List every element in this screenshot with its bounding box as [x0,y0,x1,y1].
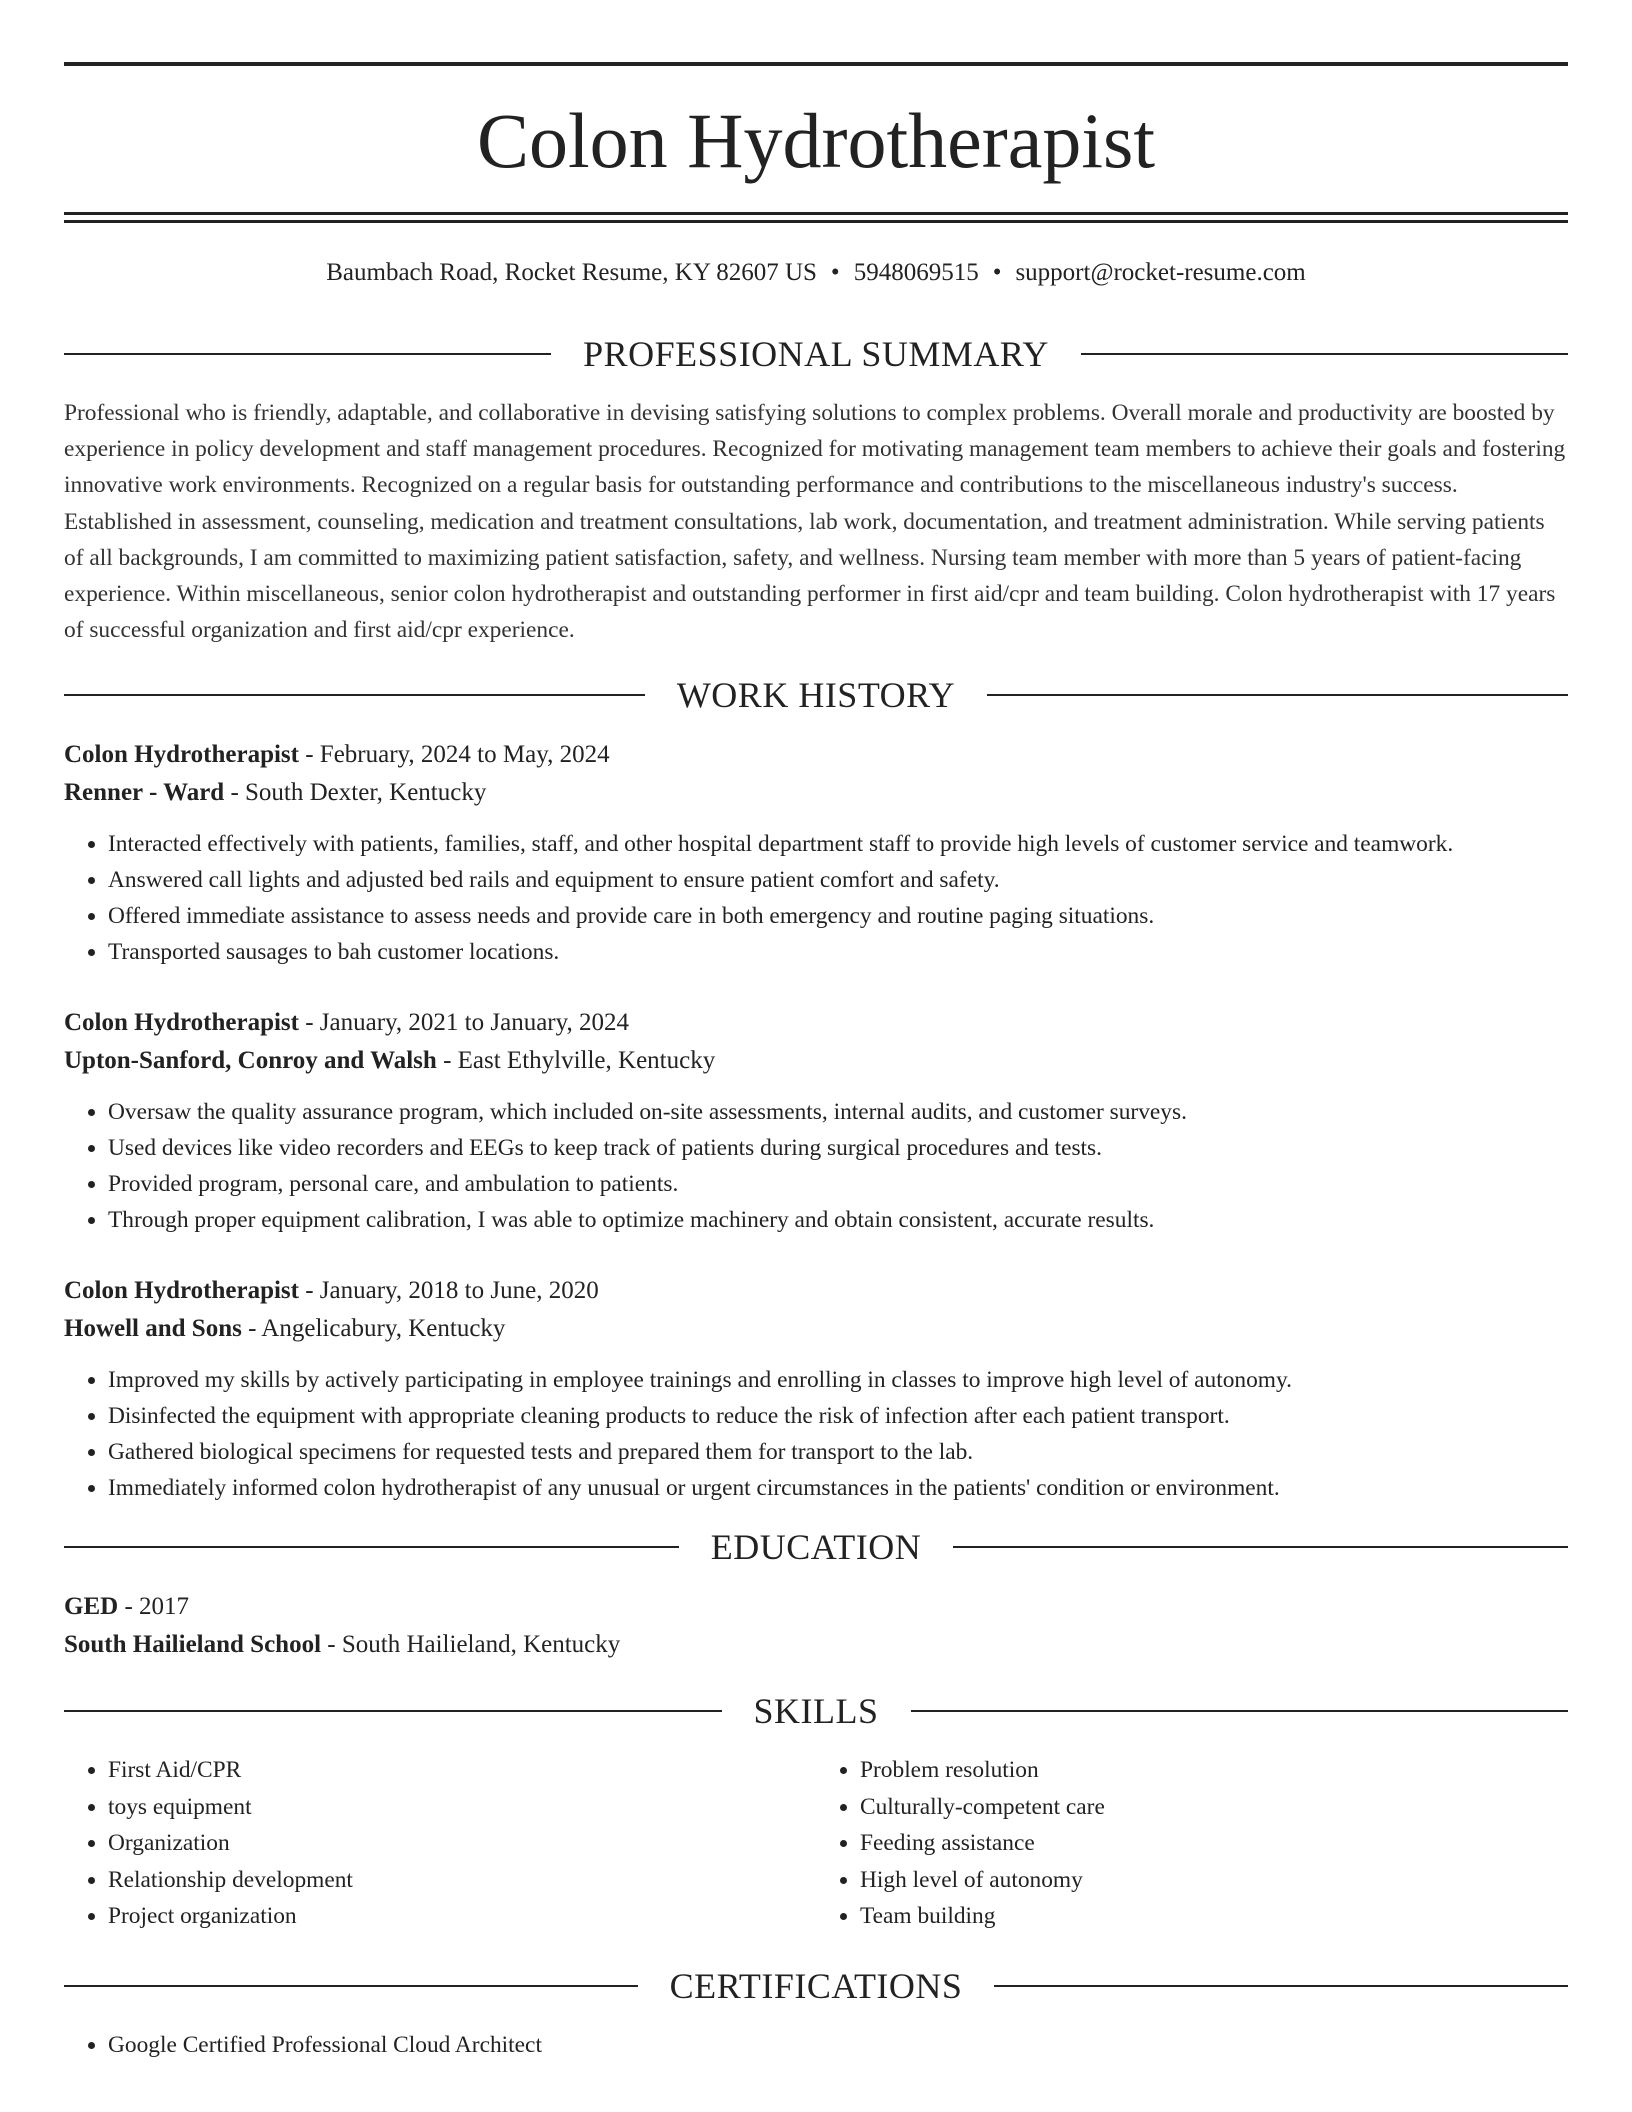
list-item: • Through proper equipment calibration, I was able to optimize machinery and obtain consistent, accurate results. [108,1202,1568,1238]
summary-text: Professional who is friendly, adaptable, and collaborative in devising satisfying solutions to complex problems. Overall morale and productivity are boosted by experience in policy development and staff management procedures. Recognized for motivating management team members to achieve their goals and fostering innovative work environments. Recognized on a regular basis for outstanding performance and contributions to the miscellaneous industry's success. Established in assessment, counseling, medication and treatment consultations, lab work, documentation, and treatment administration. While serving patients of all backgrounds, I am committed to maximizing patient satisfaction, safety, and wellness. Nursing team member with more than 5 years of patient-facing experience. Within miscellaneous, senior colon hydrotherapist and outstanding performer in first aid/cpr and team building. Colon hydrotherapist with 17 years of successful organization and first aid/cpr experience. [64,400,1566,644]
list-item: • Gathered biological specimens for requested tests and prepared them for transport to the lab. [108,1434,1568,1470]
section-header-certifications [64,1965,1568,2007]
candidate-name: Colon Hydrotherapist [476,97,1156,184]
section-header-summary [64,333,1568,375]
job-dates: - February, 2024 to May, 2024 [298,741,610,769]
list-item: • Improved my skills by actively participating in employee trainings and enrolling in classes to improve high level of autonomy. [108,1362,1568,1398]
divider-line [953,1546,1568,1548]
education-degree-line [64,1588,1568,1626]
divider-line [911,1710,1569,1712]
contact-phone: 5948069515 [853,259,979,286]
skills-column-left [64,1752,816,1935]
list-item: • First Aid/CPR [108,1752,816,1789]
divider-line [64,353,551,355]
section-title: EDUCATION [710,1527,922,1568]
job-company: Upton-Sanford, Conroy and Walsh [64,1047,437,1075]
section-title: WORK HISTORY [676,675,956,716]
certifications-list [64,2027,1568,2063]
contact-separator: • [830,259,840,286]
list-item: • Team building [860,1898,1568,1935]
contact-address: Baumbach Road, Rocket Resume, KY 82607 US [326,259,817,286]
divider-line [987,694,1568,696]
list-item: • Transported sausages to bah customer locations. [108,934,1568,970]
job-company: Renner - Ward [64,779,225,807]
section-header-skills [64,1690,1568,1732]
section-header-work [64,674,1568,716]
job-title: Colon Hydrotherapist [64,741,299,769]
divider-line [1081,353,1568,355]
divider-line [64,694,645,696]
list-item: • Problem resolution [860,1752,1568,1789]
list-item: • High level of autonomy [860,1862,1568,1899]
list-item: • Culturally-competent care [860,1789,1568,1826]
divider-line [64,1985,638,1987]
list-item: • Oversaw the quality assurance program, which included on-site assessments, internal audits, and customer surveys. [108,1094,1568,1130]
education-degree: GED [64,1593,119,1621]
education-year: - 2017 [118,1593,190,1621]
education-school: South Hailieland School [64,1631,322,1659]
list-item: • Google Certified Professional Cloud Architect [108,2027,1568,2063]
job-entry [64,736,1568,970]
job-title-line [64,1004,1568,1042]
divider-line [64,1710,722,1712]
job-dates: - January, 2021 to January, 2024 [298,1009,630,1037]
job-dates: - January, 2018 to June, 2020 [298,1277,599,1305]
list-item: • Interacted effectively with patients, families, staff, and other hospital department staff to provide high levels of customer service and teamwork. [108,826,1568,862]
job-bullets [64,1362,1568,1506]
education-school-line [64,1626,1568,1664]
list-item: • Used devices like video recorders and EEGs to keep track of patients during surgical procedures and tests. [108,1130,1568,1166]
section-title: PROFESSIONAL SUMMARY [583,334,1049,374]
job-location: - Angelicabury, Kentucky [241,1315,506,1343]
list-item: • Immediately informed colon hydrotherapist of any unusual or urgent circumstances in the patients' condition or environment. [108,1470,1568,1506]
job-entry [64,1272,1568,1506]
divider-line [994,1985,1568,1987]
list-item: • Disinfected the equipment with appropriate cleaning products to reduce the risk of infection after each patient transport. [108,1398,1568,1434]
list-item: • Project organization [108,1898,816,1935]
list-item: • Feeding assistance [860,1825,1568,1862]
job-entry [64,1004,1568,1238]
contact-separator: • [992,259,1002,286]
contact-email: support@rocket-resume.com [1015,259,1306,286]
job-location: - East Ethylville, Kentucky [436,1047,716,1075]
job-title: Colon Hydrotherapist [64,1277,299,1305]
list-item: • Provided program, personal care, and ambulation to patients. [108,1166,1568,1202]
list-item: • Offered immediate assistance to assess needs and provide care in both emergency and routine paging situations. [108,898,1568,934]
job-bullets [64,826,1568,970]
list-item: • toys equipment [108,1789,816,1826]
contact-line [64,259,1568,287]
list-item: • Answered call lights and adjusted bed rails and equipment to ensure patient comfort and safety. [108,862,1568,898]
job-company: Howell and Sons [64,1315,242,1343]
list-item: • Relationship development [108,1862,816,1899]
divider-line [64,1546,679,1548]
section-title: CERTIFICATIONS [669,1965,963,2006]
job-title: Colon Hydrotherapist [64,1009,299,1037]
skills-column-right [816,1752,1568,1935]
job-title-line [64,736,1568,774]
job-company-line [64,1310,1568,1348]
job-company-line [64,1042,1568,1080]
job-company-line [64,774,1568,812]
education-entry [64,1588,1568,1664]
skills-list [64,1752,1568,1935]
section-title: SKILLS [753,1691,879,1732]
job-location: - South Dexter, Kentucky [224,779,487,807]
double-rule [64,212,1568,223]
job-bullets [64,1094,1568,1238]
section-header-education [64,1526,1568,1568]
top-rule [64,62,1568,66]
job-title-line [64,1272,1568,1310]
list-item: • Organization [108,1825,816,1862]
education-location: - South Hailieland, Kentucky [321,1631,621,1659]
